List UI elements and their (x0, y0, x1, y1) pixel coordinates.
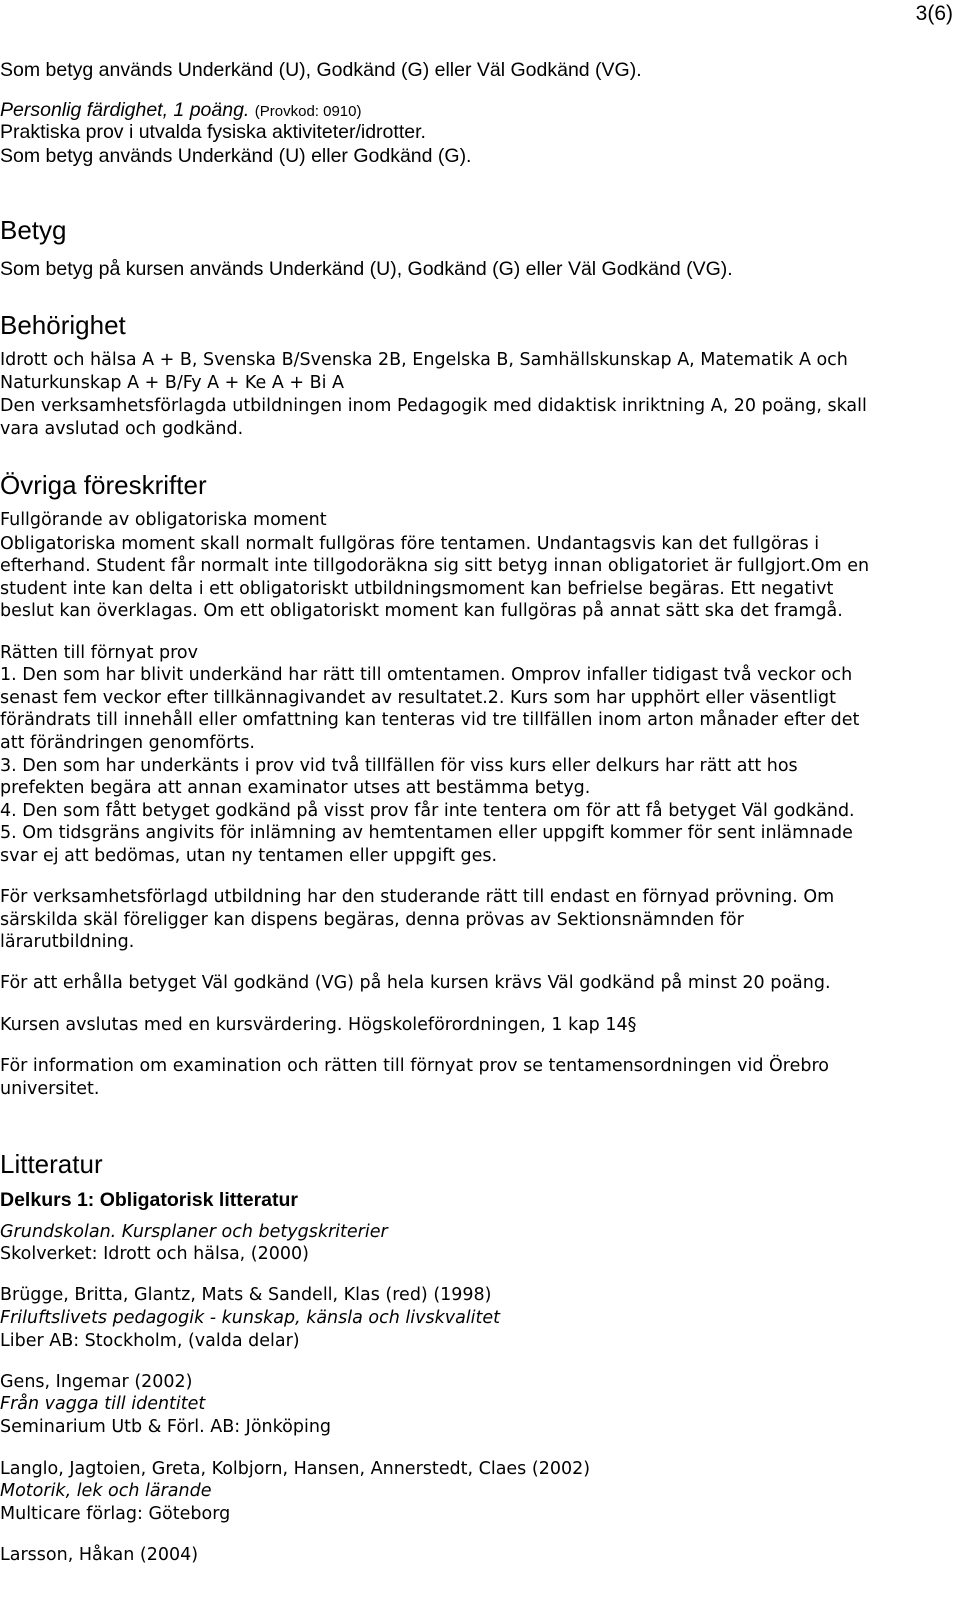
ovriga-line: efterhand. Student får normalt inte tillgodoräkna sig sitt betyg innan obligatoriet är fullgjort.Om en (0, 556, 870, 576)
ovriga-line: prefekten begära att annan examinator utses att bestämma betyg. (0, 778, 591, 798)
ovriga-line: 4. Den som fått betyget godkänd på visst prov får inte tentera om för att få betyget Väl godkänd. (0, 801, 855, 821)
behorighet-line: Den verksamhetsförlagda utbildningen inom Pedagogik med didaktisk inriktning A, 20 poäng, skall (0, 396, 867, 416)
ovriga-line: För verksamhetsförlagd utbildning har den studerande rätt till endast en förnyad prövning. Om (0, 887, 835, 907)
literature-line: Gens, Ingemar (2002) (0, 1372, 193, 1392)
behorighet-line: Naturkunskap A + B/Fy A + Ke A + Bi A (0, 373, 344, 393)
betyg-text: Som betyg på kursen används Underkänd (U), Godkänd (G) eller Väl Godkänd (VG). (0, 258, 733, 280)
personal-skill-line: Praktiska prov i utvalda fysiska aktiviteter/idrotter. (0, 121, 426, 143)
literature-line: Brügge, Britta, Glantz, Mats & Sandell, Klas (red) (1998) (0, 1285, 492, 1305)
literature-line: Langlo, Jagtoien, Greta, Kolbjorn, Hansen, Annerstedt, Claes (2002) (0, 1459, 591, 1479)
ovriga-line: särskilda skäl föreligger kan dispens begäras, denna prövas av Sektionsnämnden för (0, 910, 744, 930)
ovriga-line: student inte kan delta i ett obligatoriskt utbildningsmoment kan befrielse begäras. Ett negativt (0, 579, 834, 599)
ovriga-heading: Övriga föreskrifter (0, 470, 207, 500)
personal-skill-code: (Provkod: 0910) (254, 103, 362, 120)
ovriga-line: 1. Den som har blivit underkänd har rätt till omtentamen. Omprov infaller tidigast två veckor och (0, 665, 853, 685)
literature-line: Multicare förlag: Göteborg (0, 1504, 231, 1524)
behorighet-line: vara avslutad och godkänd. (0, 419, 244, 439)
personal-skill-title: Personlig färdighet, 1 poäng. (0, 99, 250, 121)
ovriga-line: För information om examination och rätten till förnyat prov se tentamensordningen vid Örebro (0, 1056, 830, 1076)
literature-line: Grundskolan. Kursplaner och betygskriterier (0, 1222, 388, 1242)
ovriga-line: förändrats till innehåll eller omfattning kan tenteras vid tre tillfällen inom arton månader efter det (0, 710, 860, 730)
literature-line: Friluftslivets pedagogik - kunskap, känsla och livskvalitet (0, 1308, 501, 1328)
ovriga-line: 3. Den som har underkänts i prov vid två tillfällen för viss kurs eller delkurs har rätt att hos (0, 756, 798, 776)
ovriga-line: senast fem veckor efter tillkännagivandet av resultatet.2. Kurs som har upphört eller väsentligt (0, 688, 836, 708)
ovriga-line: beslut kan överklagas. Om ett obligatoriskt moment kan fullgöras på annat sätt ska det framgå. (0, 601, 843, 621)
behorighet-heading: Behörighet (0, 310, 126, 340)
litteratur-subheading: Delkurs 1: Obligatorisk litteratur (0, 1189, 298, 1211)
ovriga-line: svar ej att bedömas, utan ny tentamen eller uppgift ges. (0, 846, 498, 866)
page-number: 3(6) (915, 2, 953, 25)
ovriga-line: universitet. (0, 1079, 100, 1099)
ovriga-line: lärarutbildning. (0, 932, 135, 952)
personal-skill-title-line (0, 101, 362, 121)
literature-line: Liber AB: Stockholm, (valda delar) (0, 1331, 300, 1351)
betyg-heading: Betyg (0, 215, 67, 245)
litteratur-heading: Litteratur (0, 1149, 103, 1179)
ovriga-line: att förändringen genomförts. (0, 733, 255, 753)
literature-line: Seminarium Utb & Förl. AB: Jönköping (0, 1417, 332, 1437)
literature-line: Från vagga till identitet (0, 1394, 206, 1414)
ovriga-line: Rätten till förnyat prov (0, 643, 198, 663)
literature-line: Skolverket: Idrott och hälsa, (2000) (0, 1244, 309, 1264)
ovriga-line: Obligatoriska moment skall normalt fullgöras före tentamen. Undantagsvis kan det fullgöras i (0, 534, 820, 554)
personal-skill-line: Som betyg används Underkänd (U) eller Godkänd (G). (0, 145, 472, 167)
ovriga-line: 5. Om tidsgräns angivits för inlämning av hemtentamen eller uppgift kommer för sent inlämnade (0, 823, 853, 843)
behorighet-line: Idrott och hälsa A + B, Svenska B/Svenska 2B, Engelska B, Samhällskunskap A, Matematik A och (0, 350, 848, 370)
ovriga-line: Fullgörande av obligatoriska moment (0, 510, 327, 530)
literature-line: Larsson, Håkan (2004) (0, 1545, 199, 1565)
grading-intro: Som betyg används Underkänd (U), Godkänd (G) eller Väl Godkänd (VG). (0, 59, 642, 81)
ovriga-line: För att erhålla betyget Väl godkänd (VG) på hela kursen krävs Väl godkänd på minst 20 poäng. (0, 973, 831, 993)
ovriga-line: Kursen avslutas med en kursvärdering. Högskoleförordningen, 1 kap 14§ (0, 1015, 637, 1035)
literature-line: Motorik, lek och lärande (0, 1481, 212, 1501)
